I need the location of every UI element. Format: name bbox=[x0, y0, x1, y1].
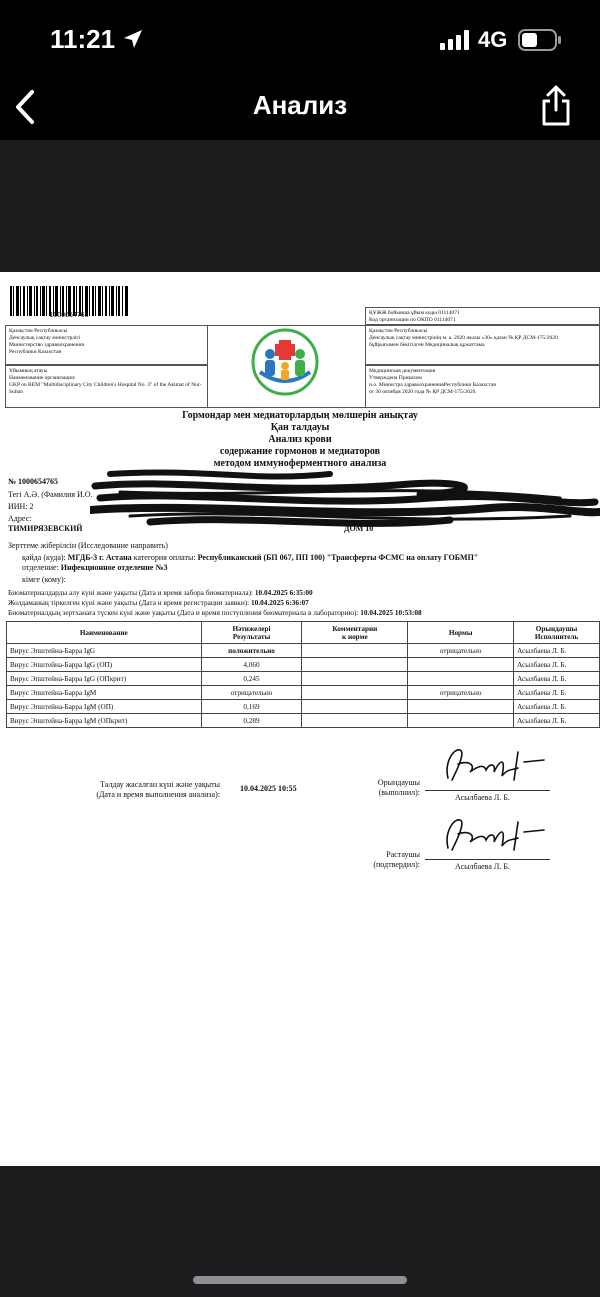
header-text: к норме bbox=[342, 632, 368, 641]
table-row bbox=[7, 658, 600, 672]
row-name: Вирус Эпштейна-Барра IgM bbox=[7, 686, 202, 700]
header-text: Комментарии bbox=[332, 624, 378, 633]
payment-label: категория оплаты: bbox=[133, 553, 196, 562]
table-row bbox=[7, 644, 600, 658]
status-time: 11:21 bbox=[50, 24, 116, 54]
battery-icon bbox=[518, 29, 562, 51]
payment-value: Республиканский (БП 067, ПП 100) "Трансферты ФСМС на оплату ГОБМП" bbox=[197, 553, 479, 562]
doc-title: Гормондар мен медиаторлардың мөлшерін анықтау bbox=[182, 410, 418, 421]
row-result: 0,289 bbox=[201, 714, 302, 728]
org-line: Ұйымның атауы bbox=[9, 368, 48, 374]
row-executor: Асылбаева Л. Б. bbox=[514, 714, 600, 728]
label-line: (Дата и время выполнения анализа): bbox=[96, 790, 220, 799]
header-text: Орындаушы bbox=[535, 624, 578, 633]
analysis-datetime-value: 10.04.2025 10:55 bbox=[240, 784, 297, 793]
registration-value: 10.04.2025 6:36:07 bbox=[251, 598, 309, 607]
results-table bbox=[6, 621, 600, 728]
org-code-ru: Код организации по ОКПО 01114071 bbox=[369, 317, 456, 323]
row-executor: Асылбаева Л. Б. bbox=[514, 658, 600, 672]
table-header-row bbox=[7, 622, 600, 644]
row-comment bbox=[302, 714, 408, 728]
row-norm bbox=[408, 658, 514, 672]
hospital-logo-icon bbox=[250, 328, 320, 400]
row-norm: отрицательно bbox=[408, 686, 514, 700]
location-arrow-icon bbox=[122, 28, 144, 50]
doc-line: Медицинская документация bbox=[369, 368, 436, 374]
registration-datetime bbox=[8, 598, 309, 608]
address-line: ТИМИРЯЗЕВСКИЙ bbox=[8, 524, 83, 533]
row-comment bbox=[302, 644, 408, 658]
doc-title: Қан талдауы bbox=[270, 422, 330, 433]
doc-line: Утверждена Приказом bbox=[369, 375, 422, 381]
document-page[interactable] bbox=[0, 272, 600, 1166]
where-value: МГДБ-3 г. Астана bbox=[67, 553, 132, 562]
executor-label bbox=[330, 778, 420, 798]
row-result: 0,169 bbox=[201, 700, 302, 714]
department-label: отделение: bbox=[22, 563, 59, 572]
referral-where bbox=[22, 553, 478, 563]
executor-signature-image bbox=[440, 742, 550, 790]
doc-title: Анализ крови bbox=[268, 434, 332, 445]
table-row bbox=[7, 714, 600, 728]
status-bar bbox=[0, 0, 600, 80]
lab-arrival-value: 10.04.2025 10:53:08 bbox=[360, 608, 422, 617]
lab-arrival-datetime bbox=[8, 608, 422, 618]
row-executor: Асылбаева Л. Б. bbox=[514, 686, 600, 700]
where-label: қайда (куда): bbox=[22, 553, 66, 562]
row-executor: Асылбаева Л. Б. bbox=[514, 672, 600, 686]
document-titles bbox=[0, 410, 600, 470]
org-line: GKP on REM "Multidisciplinary City Children's Hospital No. 3" of the Akimat of Nur-Sultan bbox=[9, 382, 202, 395]
col-comment-header bbox=[302, 622, 408, 644]
document-number: № 1000654765 bbox=[8, 477, 59, 486]
row-comment bbox=[302, 672, 408, 686]
cellular-signal-icon bbox=[440, 30, 470, 50]
header-text: Исполнитель bbox=[534, 632, 579, 641]
home-indicator[interactable] bbox=[193, 1276, 407, 1284]
label-line: (выполнил): bbox=[378, 788, 420, 797]
network-type: 4G bbox=[478, 27, 508, 52]
executor-signature-line bbox=[425, 790, 550, 791]
medical-doc-kz-box bbox=[365, 325, 600, 365]
ministry-line: Министерство здравоохранения bbox=[9, 342, 85, 348]
ministry-line: Денсаулық сақтау министрлігі bbox=[9, 335, 81, 341]
ministry-line: Республики Казахстан bbox=[9, 349, 62, 355]
row-result: 4,060 bbox=[201, 658, 302, 672]
row-norm bbox=[408, 714, 514, 728]
page-title: Анализ bbox=[252, 90, 348, 120]
collect-label: Биоматериалдарды алу күні және уақыты (Дата и время забора биоматериала): bbox=[8, 588, 254, 597]
doc-line: Денсаулық сақтау министрінің м. а. 2020 жылы «30» қазан № ҚР ДСМ-175/2020 bbox=[369, 335, 558, 341]
row-norm bbox=[408, 700, 514, 714]
address-label: Адрес: bbox=[8, 514, 32, 523]
to-whom-label: кімге (кому): bbox=[22, 575, 66, 584]
table-row bbox=[7, 700, 600, 714]
label-line: Орындаушы bbox=[377, 778, 420, 787]
col-norm-header: Нормы bbox=[408, 622, 514, 644]
doc-line: Қазақстан Республикасы bbox=[369, 328, 428, 334]
label-line: Талдау жасалған күні және уақыты bbox=[100, 780, 220, 789]
row-result: положительно bbox=[201, 644, 302, 658]
row-executor: Асылбаева Л. Б. bbox=[514, 700, 600, 714]
share-icon[interactable] bbox=[538, 84, 574, 128]
label-line: Растаушы bbox=[386, 850, 420, 859]
referral-text: Зерттеме жіберілсін (Исследование направить) bbox=[8, 541, 168, 550]
col-name-header: Наименование bbox=[7, 622, 202, 644]
logo-box bbox=[208, 325, 365, 408]
medical-doc-ru-box bbox=[365, 365, 600, 408]
row-name: Вирус Эпштейна-Барра IgG bbox=[7, 644, 202, 658]
header-text: Результаты bbox=[232, 632, 271, 641]
row-comment bbox=[302, 686, 408, 700]
label-line: (подтвердил): bbox=[373, 860, 420, 869]
col-result-header bbox=[201, 622, 302, 644]
header-text: Нәтижелері bbox=[232, 624, 271, 633]
doc-title: методом иммуноферментного анализа bbox=[213, 458, 387, 469]
row-comment bbox=[302, 700, 408, 714]
org-line: Наименование организации: bbox=[9, 375, 76, 381]
doc-title: содержание гормонов и медиаторов bbox=[219, 446, 381, 457]
row-executor: Асылбаева Л. Б. bbox=[514, 644, 600, 658]
row-name: Вирус Эпштейна-Барра IgG (ОПкрит) bbox=[7, 672, 202, 686]
ministry-line: Қазақстан Республикасы bbox=[9, 328, 68, 334]
registration-label: Жолдаманың тіркелген күні және уақыты (Дата и время регистрации заявки): bbox=[8, 598, 250, 607]
doc-line: от 30 октября 2020 года № ҚР ДСМ-175/2020. bbox=[369, 389, 477, 395]
col-executor-header bbox=[514, 622, 600, 644]
org-code-kz: ҚҰЖЖ бойынша ұйым коды 01114071 bbox=[369, 310, 460, 316]
barcode-number: 1000654765 bbox=[49, 312, 89, 319]
approver-label bbox=[330, 850, 420, 870]
row-name: Вирус Эпштейна-Барра IgG (ОП) bbox=[7, 658, 202, 672]
row-norm: отрицательно bbox=[408, 644, 514, 658]
department-value: Инфекционное отделение №3 bbox=[60, 563, 168, 572]
approver-name: Асылбаева Л. Б. bbox=[455, 862, 510, 871]
approver-signature-line bbox=[425, 859, 550, 860]
row-name: Вирус Эпштейна-Барра IgM (ОП) bbox=[7, 700, 202, 714]
doc-line: бұйрығымен бекітілген Медициналық құжаттама bbox=[369, 342, 485, 348]
row-result: 0,245 bbox=[201, 672, 302, 686]
row-name: Вирус Эпштейна-Барра IgM (ОПкрит) bbox=[7, 714, 202, 728]
department-line bbox=[22, 563, 167, 573]
analysis-datetime-label bbox=[60, 780, 220, 800]
redaction-scribble bbox=[90, 468, 600, 538]
lab-arrival-label: Биоматериалдың зертханаға түскен күні және уақыты (Дата и время поступления биоматериала в лабораторию): bbox=[8, 608, 359, 617]
patient-name-label: Тегі А.Ә. (Фамилия И.О. bbox=[8, 490, 93, 499]
collect-datetime bbox=[8, 588, 313, 598]
doc-line: и.о. Министра здравоохраненияРеспублики Казахстан bbox=[369, 382, 497, 388]
navigation-bar bbox=[0, 80, 600, 140]
table-row bbox=[7, 672, 600, 686]
address-tail: ДОМ 10 bbox=[344, 524, 374, 533]
organization-box bbox=[5, 365, 208, 408]
executor-name: Асылбаева Л. Б. bbox=[455, 793, 510, 802]
approver-signature-image bbox=[440, 812, 550, 860]
ministry-box bbox=[5, 325, 208, 365]
row-result: отрицательно bbox=[201, 686, 302, 700]
table-row bbox=[7, 686, 600, 700]
row-comment bbox=[302, 658, 408, 672]
row-norm bbox=[408, 672, 514, 686]
viewer-background-top bbox=[0, 140, 600, 272]
org-code-box bbox=[365, 307, 600, 325]
collect-value: 10.04.2025 6:35:00 bbox=[254, 588, 313, 597]
iin-label: ИИН: 2 bbox=[8, 502, 34, 511]
